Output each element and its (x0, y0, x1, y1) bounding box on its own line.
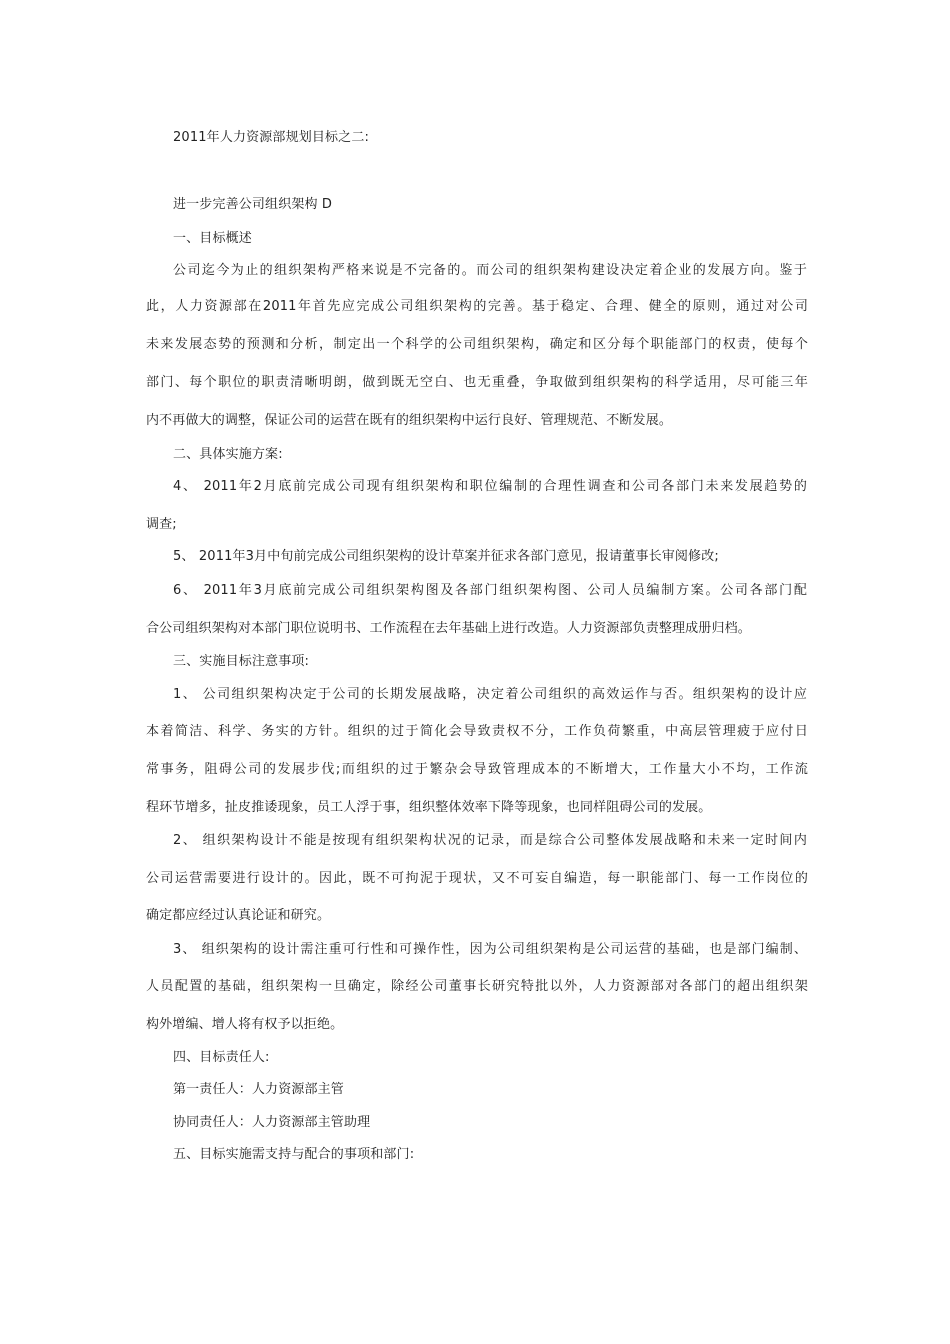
section2-item6-line: 6、 2011年3月底前完成公司组织架构图及各部门组织架构图、公司人员编制方案。公司各部门配 (173, 583, 807, 598)
section2-item4-line: 调查; (146, 517, 177, 532)
section3-item2-line: 公司运营需要进行设计的。因此，既不可拘泥于现状，又不可妄自编造，每一职能部门、每一工作岗位的 (146, 871, 808, 886)
section1-line: 此，人力资源部在2011年首先应完成公司组织架构的完善。基于稳定、合理、健全的原则，通过对公司 (146, 299, 808, 314)
primary-responsible: 第一责任人：人力资源部主管 (173, 1082, 344, 1097)
section3-item2-line: 确定都应经过认真论证和研究。 (146, 908, 331, 923)
section3-item1-line: 1、 公司组织架构决定于公司的长期发展战略，决定着公司组织的高效运作与否。组织架构的设计应 (173, 687, 807, 702)
section2-item5-line: 5、 2011年3月中旬前完成公司组织架构的设计草案并征求各部门意见，报请董事长审阅修改; (173, 549, 719, 564)
section3-item1-line: 本着简洁、科学、务实的方针。组织的过于简化会导致责权不分，工作负荷繁重，中高层管理疲于应付日 (146, 724, 808, 739)
section1-heading: 一、目标概述 (173, 231, 252, 246)
section3-item3-line: 人员配置的基础，组织架构一旦确定，除经公司董事长研究特批以外，人力资源部对各部门的超出组织架 (146, 979, 808, 994)
document-title: 2011年人力资源部规划目标之二: (173, 130, 370, 145)
section1-line: 未来发展态势的预测和分析，制定出一个科学的公司组织架构，确定和区分每个职能部门的权责，使每个 (146, 337, 808, 352)
section2-item6-line: 合公司组织架构对本部门职位说明书、工作流程在去年基础上进行改造。人力资源部负责整理成册归档。 (146, 621, 751, 636)
section5-heading: 五、目标实施需支持与配合的事项和部门: (173, 1147, 415, 1162)
section3-item1-line: 常事务，阻碍公司的发展步伐;而组织的过于繁杂会导致管理成本的不断增大，工作量大小不均，工作流 (146, 762, 808, 777)
section3-item3-line: 3、 组织架构的设计需注重可行性和可操作性，因为公司组织架构是公司运营的基础，也是部门编制、 (173, 942, 807, 957)
section3-heading: 三、实施目标注意事项: (173, 654, 310, 669)
section3-item3-line: 构外增编、增人将有权予以拒绝。 (146, 1017, 344, 1032)
section3-item2-line: 2、 组织架构设计不能是按现有组织架构状况的记录，而是综合公司整体发展战略和未来一定时间内 (173, 833, 807, 848)
section1-line: 内不再做大的调整，保证公司的运营在既有的组织架构中运行良好、管理规范、不断发展。 (146, 413, 673, 428)
section2-item4-line: 4、 2011年2月底前完成公司现有组织架构和职位编制的合理性调查和公司各部门未来发展趋势的 (173, 479, 807, 494)
section3-item1-line: 程环节增多，扯皮推诿现象，员工人浮于事，组织整体效率下降等现象，也同样阻碍公司的发展。 (146, 800, 712, 815)
assist-responsible: 协同责任人：人力资源部主管助理 (173, 1115, 371, 1130)
section4-heading: 四、目标责任人: (173, 1050, 270, 1065)
section2-heading: 二、具体实施方案: (173, 447, 283, 462)
document-subtitle: 进一步完善公司组织架构 D (173, 197, 333, 212)
section1-line: 公司迄今为止的组织架构严格来说是不完备的。而公司的组织架构建设决定着企业的发展方向。鉴于 (173, 263, 807, 278)
section1-line: 部门、每个职位的职责清晰明朗，做到既无空白、也无重叠，争取做到组织架构的科学适用，尽可能三年 (146, 375, 808, 390)
